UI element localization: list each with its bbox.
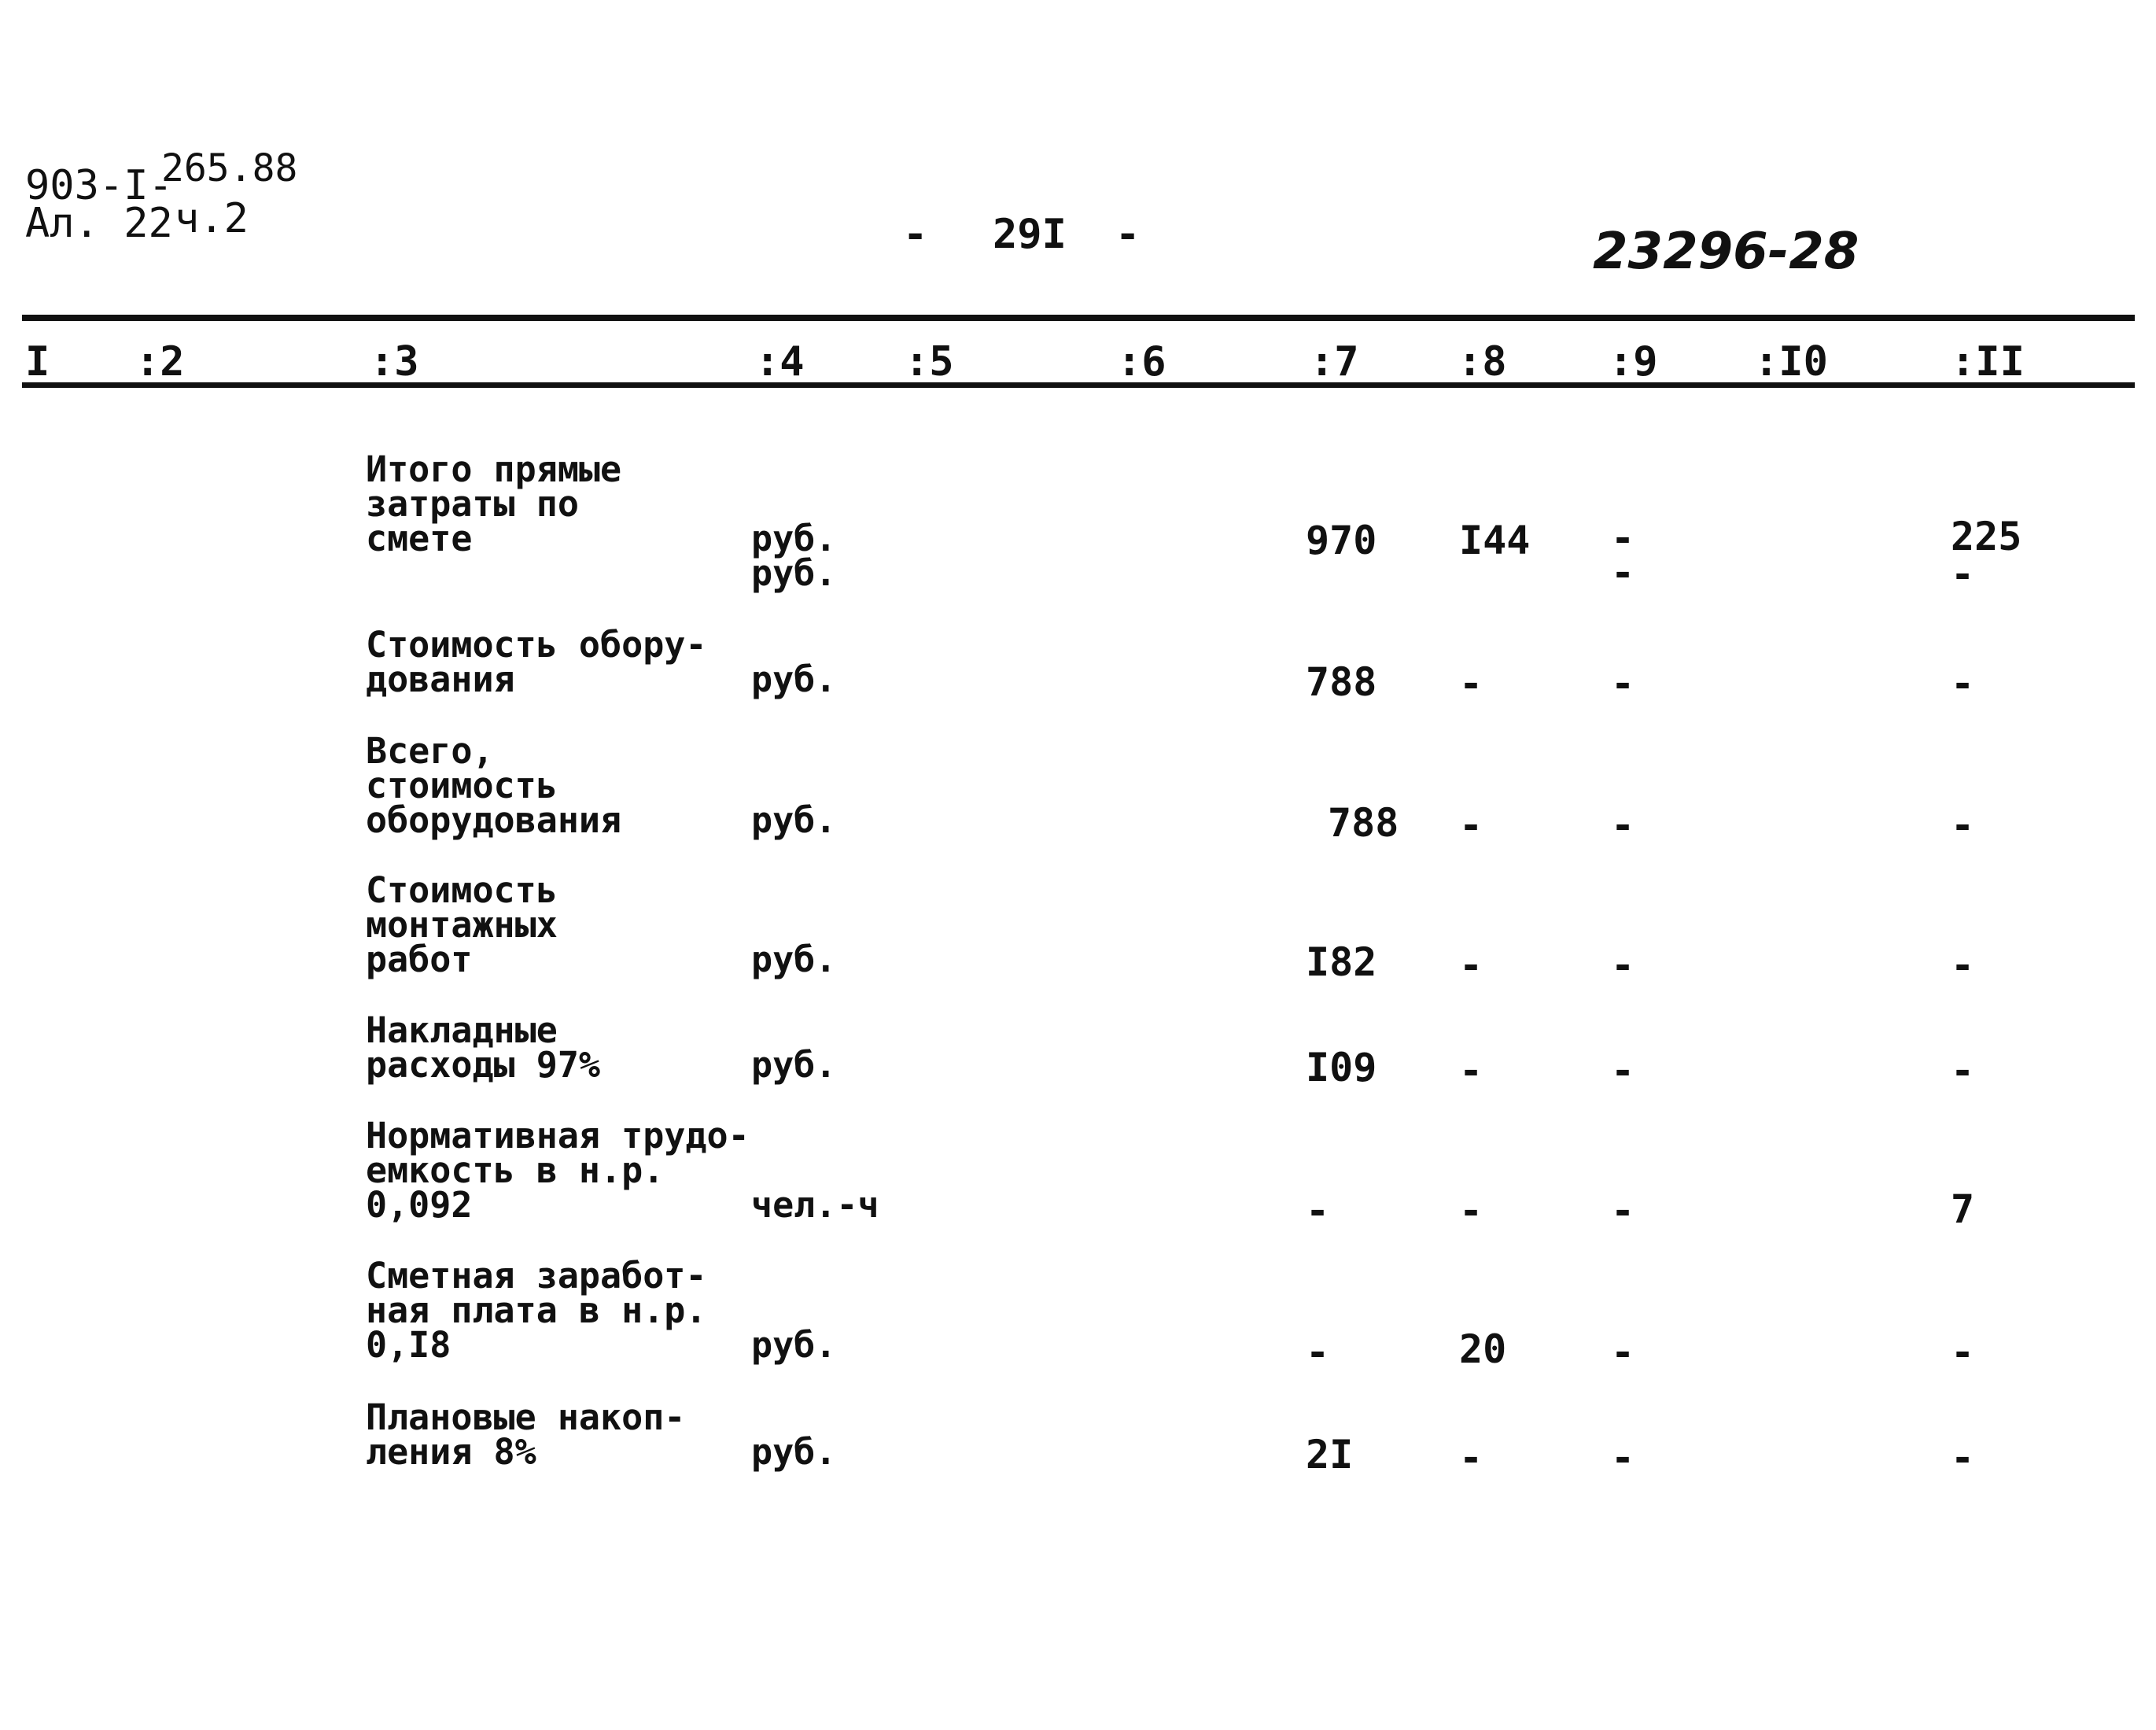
- row-col11-value: -: [1951, 661, 1975, 706]
- row-col7-value: I09: [1306, 1045, 1377, 1090]
- page-dash-right: -: [1115, 211, 1141, 258]
- row-col8-value: -: [1459, 1188, 1483, 1234]
- row-unit: руб.: [751, 1431, 837, 1473]
- column-header-10: :I0: [1754, 338, 1828, 385]
- album-part: ч.2: [175, 195, 249, 242]
- row-unit: руб.: [751, 1324, 837, 1366]
- row-col7-value: 2I: [1306, 1432, 1354, 1477]
- row-col11-value: 225 -: [1951, 514, 2022, 597]
- row-unit: руб. руб.: [751, 518, 837, 594]
- row-col11-value: -: [1951, 942, 1975, 988]
- row-unit: руб.: [751, 939, 837, 980]
- column-header-6: :6: [1117, 338, 1166, 385]
- column-header-11: :II: [1951, 338, 2025, 385]
- row-col8-value: -: [1459, 661, 1483, 706]
- row-col7-value: I82: [1306, 939, 1377, 985]
- row-col9-value: -: [1611, 1188, 1635, 1234]
- row-unit: руб.: [751, 658, 837, 700]
- row-col11-value: -: [1951, 1330, 1975, 1375]
- row-description: Сметная заработ- ная плата в н.р. 0,I8: [366, 1255, 707, 1366]
- row-col8-value: I44: [1459, 518, 1531, 563]
- row-col11-value: -: [1951, 802, 1975, 848]
- row-description: Плановые накоп- ления 8%: [366, 1396, 686, 1473]
- row-col8-value: 20: [1459, 1326, 1507, 1372]
- column-header-5: :5: [905, 338, 954, 385]
- column-header-2: :2: [135, 338, 185, 385]
- page-number: 29I: [993, 211, 1067, 258]
- column-header-1: I: [25, 338, 50, 385]
- row-unit: руб.: [751, 799, 837, 841]
- row-col8-value: -: [1459, 1048, 1483, 1094]
- row-col8-value: -: [1459, 1435, 1483, 1481]
- row-unit: чел.-ч: [751, 1184, 879, 1226]
- row-col9-value: -: [1611, 1048, 1635, 1094]
- column-header-3: :3: [370, 338, 419, 385]
- row-col7-value: 970: [1306, 518, 1377, 563]
- doc-series-sup: 265.88: [161, 146, 298, 190]
- row-col9-value: -: [1611, 942, 1635, 988]
- row-description: Стоимость монтажных работ: [366, 869, 558, 980]
- doc-series-code: 903-I-: [25, 162, 173, 209]
- row-unit: руб.: [751, 1044, 837, 1086]
- row-col9-value: -: [1611, 661, 1635, 706]
- row-col9-value: -: [1611, 802, 1635, 848]
- row-description: Всего, стоимость оборудования: [366, 730, 622, 841]
- row-col7-value: -: [1306, 1188, 1330, 1234]
- row-col7-value: 788: [1306, 659, 1377, 705]
- column-header-8: :8: [1458, 338, 1507, 385]
- row-col9-value: -: [1611, 1330, 1635, 1375]
- row-col11-value: -: [1951, 1048, 1975, 1094]
- row-description: Нормативная трудо- емкость в н.р. 0,092: [366, 1115, 750, 1226]
- row-col8-value: -: [1459, 942, 1483, 988]
- album-label: Ал. 22: [25, 200, 173, 247]
- document-code: 23296-28: [1593, 223, 1859, 281]
- column-header-9: :9: [1609, 338, 1658, 385]
- page-dash-left: -: [903, 211, 928, 258]
- column-header-4: :4: [755, 338, 805, 385]
- row-col11-value: 7: [1951, 1186, 1975, 1232]
- row-col8-value: -: [1459, 802, 1483, 848]
- column-header-7: :7: [1310, 338, 1359, 385]
- table-top-rule: [22, 315, 2135, 321]
- row-description: Накладные расходы 97%: [366, 1009, 601, 1086]
- row-col7-value: -: [1306, 1330, 1330, 1375]
- row-col9-value: - -: [1611, 515, 1635, 596]
- row-description: Итого прямые затраты по смете: [366, 448, 622, 559]
- row-col11-value: -: [1951, 1435, 1975, 1481]
- row-col7-value: 788: [1328, 800, 1399, 846]
- row-description: Стоимость обору- дования: [366, 624, 707, 700]
- row-col9-value: -: [1611, 1435, 1635, 1481]
